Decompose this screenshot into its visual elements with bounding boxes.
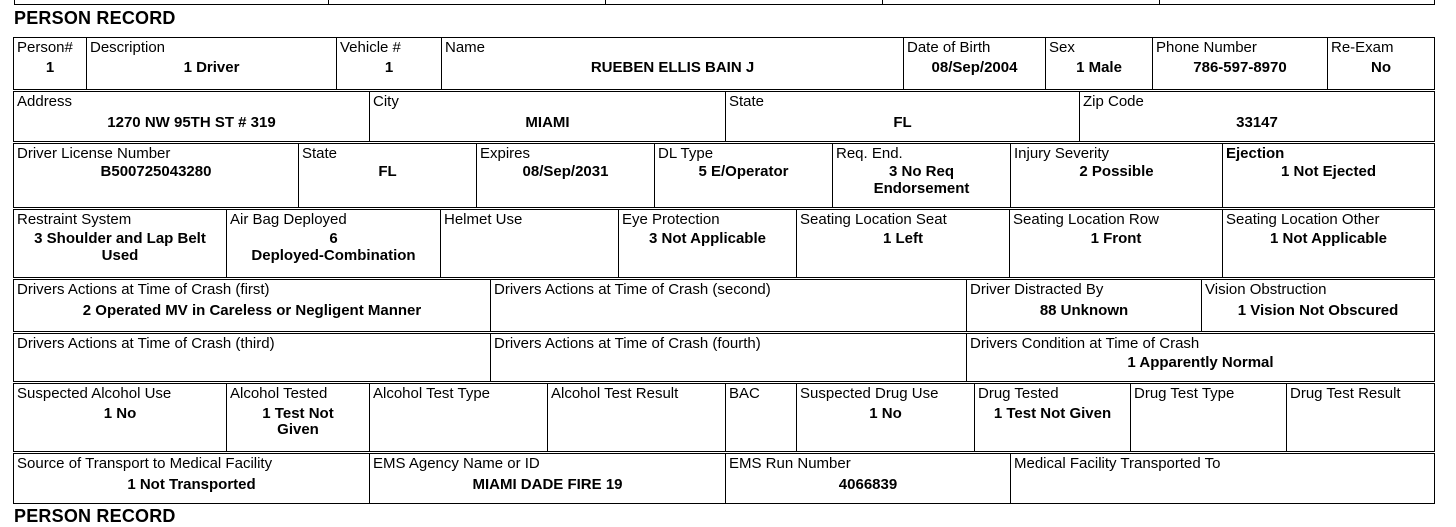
- phone-number-field: [1152, 37, 1328, 90]
- field-label: City: [373, 93, 399, 110]
- field-label: Suspected Drug Use: [800, 385, 939, 402]
- drivers-actions-fourth-field: [490, 333, 967, 382]
- field-value: 08/Sep/2004: [931, 59, 1018, 76]
- field-value: 1 Apparently Normal: [1127, 354, 1274, 371]
- section-title: PERSON RECORD: [14, 8, 176, 28]
- drug-test-type-field: [1130, 383, 1287, 452]
- field-label: EMS Run Number: [729, 455, 851, 472]
- field-value: 08/Sep/2031: [522, 163, 609, 180]
- field-label: Sex: [1049, 39, 1075, 56]
- suspected-drug-use-field: [796, 383, 975, 452]
- field-value: 33147: [1236, 114, 1278, 131]
- field-label: Restraint System: [17, 211, 132, 228]
- address-field: [13, 91, 370, 142]
- restraint-system-field: [13, 209, 227, 278]
- drivers-actions-third-field: [13, 333, 491, 382]
- field-value-line2: Deployed-Combination: [251, 247, 416, 264]
- field-label: Person#: [17, 39, 73, 56]
- eye-protection-field: [618, 209, 797, 278]
- field-value: 1 Not Ejected: [1280, 163, 1377, 180]
- source-of-transport-field: [13, 453, 370, 504]
- field-label: Source of Transport to Medical Facility: [17, 455, 273, 472]
- field-label: Date of Birth: [907, 39, 991, 56]
- field-label: State: [729, 93, 765, 110]
- injury-severity-field: [1010, 143, 1223, 208]
- row-actions-2: [14, 334, 1436, 382]
- field-value: 786-597-8970: [1193, 59, 1287, 76]
- air-bag-deployed-field: [226, 209, 441, 278]
- field-value: 1270 NW 95TH ST # 319: [107, 114, 276, 131]
- previous-table-bottom: [14, 0, 1435, 5]
- row-alcohol-drug: [14, 384, 1436, 452]
- field-label: Drivers Actions at Time of Crash (second): [494, 281, 771, 298]
- sex-field: [1045, 37, 1153, 90]
- row-actions-1: [14, 280, 1436, 332]
- seating-location-seat-field: [796, 209, 1010, 278]
- driver-distracted-by-field: [966, 279, 1202, 332]
- field-value: 2 Possible: [1079, 163, 1154, 180]
- field-label: Re-Exam: [1331, 39, 1394, 56]
- field-value: 1 Vision Not Obscured: [1237, 302, 1399, 319]
- field-label: Drug Tested: [978, 385, 1059, 402]
- field-label: Drivers Condition at Time of Crash: [970, 335, 1200, 352]
- field-label: Seating Location Seat: [800, 211, 947, 228]
- field-value: 1 Test Not Given: [993, 405, 1112, 422]
- vision-obstruction-field: [1201, 279, 1435, 332]
- field-value: 1 Male: [1076, 59, 1122, 76]
- field-label: Vehicle #: [340, 39, 401, 56]
- state-field: [725, 91, 1080, 142]
- drug-tested-field: [974, 383, 1131, 452]
- field-label: Drivers Actions at Time of Crash (fourth): [494, 335, 761, 352]
- field-value: 1 Driver: [183, 59, 240, 76]
- field-label: Alcohol Tested: [230, 385, 328, 402]
- field-label: Alcohol Test Type: [373, 385, 491, 402]
- field-label: Seating Location Other: [1226, 211, 1380, 228]
- field-value-line1: 3 Shoulder and Lap Belt: [34, 230, 206, 247]
- row-address: [14, 92, 1436, 142]
- field-label: Medical Facility Transported To: [1014, 455, 1221, 472]
- license-state-field: [298, 143, 477, 208]
- drug-test-result-field: [1286, 383, 1435, 452]
- field-value: FL: [378, 163, 397, 180]
- ems-run-number-field: [725, 453, 1011, 504]
- field-label: Driver License Number: [17, 145, 171, 162]
- field-label: BAC: [729, 385, 760, 402]
- field-label: Drug Test Result: [1290, 385, 1401, 402]
- field-value-line2: Used: [101, 247, 139, 264]
- alcohol-test-type-field: [369, 383, 548, 452]
- description-field: [86, 37, 337, 90]
- field-label: Phone Number: [1156, 39, 1257, 56]
- ems-agency-field: [369, 453, 726, 504]
- field-value: FL: [893, 114, 912, 131]
- field-label: Zip Code: [1083, 93, 1144, 110]
- drivers-actions-second-field: [490, 279, 967, 332]
- row-person: [14, 38, 1436, 90]
- row-transport: [14, 454, 1436, 504]
- field-value: 5 E/Operator: [698, 163, 789, 180]
- field-value: MIAMI DADE FIRE 19: [472, 476, 623, 493]
- next-section-title: PERSON RECORD: [14, 506, 176, 526]
- field-value: 1: [45, 59, 55, 76]
- medical-facility-field: [1010, 453, 1435, 504]
- row-license: [14, 144, 1436, 208]
- req-end-field: [832, 143, 1011, 208]
- driver-license-number-field: [13, 143, 299, 208]
- field-value: No: [1371, 59, 1391, 76]
- field-label: Injury Severity: [1014, 145, 1110, 162]
- helmet-use-field: [440, 209, 619, 278]
- vehicle-number-field: [336, 37, 442, 90]
- field-label: Name: [445, 39, 486, 56]
- field-value: 1 Left: [882, 230, 923, 247]
- expires-field: [476, 143, 655, 208]
- field-label: Expires: [480, 145, 531, 162]
- ejection-field: [1222, 143, 1435, 208]
- field-value: RUEBEN ELLIS BAIN J: [590, 59, 755, 76]
- field-label: Req. End.: [836, 145, 903, 162]
- field-label: Driver Distracted By: [970, 281, 1104, 298]
- field-label: Helmet Use: [444, 211, 523, 228]
- drivers-condition-field: [966, 333, 1435, 382]
- alcohol-test-result-field: [547, 383, 726, 452]
- field-label: Seating Location Row: [1013, 211, 1159, 228]
- field-value: 2 Operated MV in Careless or Negligent Manner: [82, 302, 422, 319]
- field-label: Eye Protection: [622, 211, 720, 228]
- field-value-line1: 1 Test Not: [262, 405, 334, 422]
- field-value-line1: 6: [329, 230, 338, 247]
- name-field: [441, 37, 904, 90]
- person-record-form: [14, 38, 1436, 504]
- field-value: 3 Not Applicable: [649, 230, 766, 247]
- city-field: [369, 91, 726, 142]
- field-label: State: [302, 145, 338, 162]
- field-label: EMS Agency Name or ID: [373, 455, 540, 472]
- seating-location-row-field: [1009, 209, 1223, 278]
- field-value: 4066839: [838, 476, 898, 493]
- field-label: Vision Obstruction: [1205, 281, 1327, 298]
- field-label: Air Bag Deployed: [230, 211, 347, 228]
- field-value: B500725043280: [100, 163, 212, 180]
- field-label: Ejection: [1226, 145, 1285, 162]
- suspected-alcohol-use-field: [13, 383, 227, 452]
- date-of-birth-field: [903, 37, 1046, 90]
- field-label: Drug Test Type: [1134, 385, 1235, 402]
- bac-field: [725, 383, 797, 452]
- field-label: Suspected Alcohol Use: [17, 385, 172, 402]
- field-label: Drivers Actions at Time of Crash (third): [17, 335, 275, 352]
- re-exam-field: [1327, 37, 1435, 90]
- field-label: Address: [17, 93, 73, 110]
- field-label: Drivers Actions at Time of Crash (first): [17, 281, 270, 298]
- field-value: 1 Front: [1090, 230, 1142, 247]
- dl-type-field: [654, 143, 833, 208]
- field-value: 1: [384, 59, 394, 76]
- field-value: 88 Unknown: [1039, 302, 1129, 319]
- field-value: 1 No: [869, 405, 902, 422]
- drivers-actions-first-field: [13, 279, 491, 332]
- row-restraint: [14, 210, 1436, 278]
- field-value-line2: Given: [277, 421, 319, 438]
- field-value-line2: Endorsement: [873, 180, 970, 197]
- field-label: DL Type: [658, 145, 714, 162]
- field-value: MIAMI: [525, 114, 570, 131]
- field-value: 1 No: [103, 405, 137, 422]
- field-label: Alcohol Test Result: [551, 385, 679, 402]
- person-number-field: [13, 37, 87, 90]
- alcohol-tested-field: [226, 383, 370, 452]
- zip-code-field: [1079, 91, 1435, 142]
- field-value: 1 Not Applicable: [1270, 230, 1387, 247]
- field-value-line1: 3 No Req: [888, 163, 954, 180]
- field-label: Description: [90, 39, 166, 56]
- field-value: 1 Not Transported: [127, 476, 256, 493]
- seating-location-other-field: [1222, 209, 1435, 278]
